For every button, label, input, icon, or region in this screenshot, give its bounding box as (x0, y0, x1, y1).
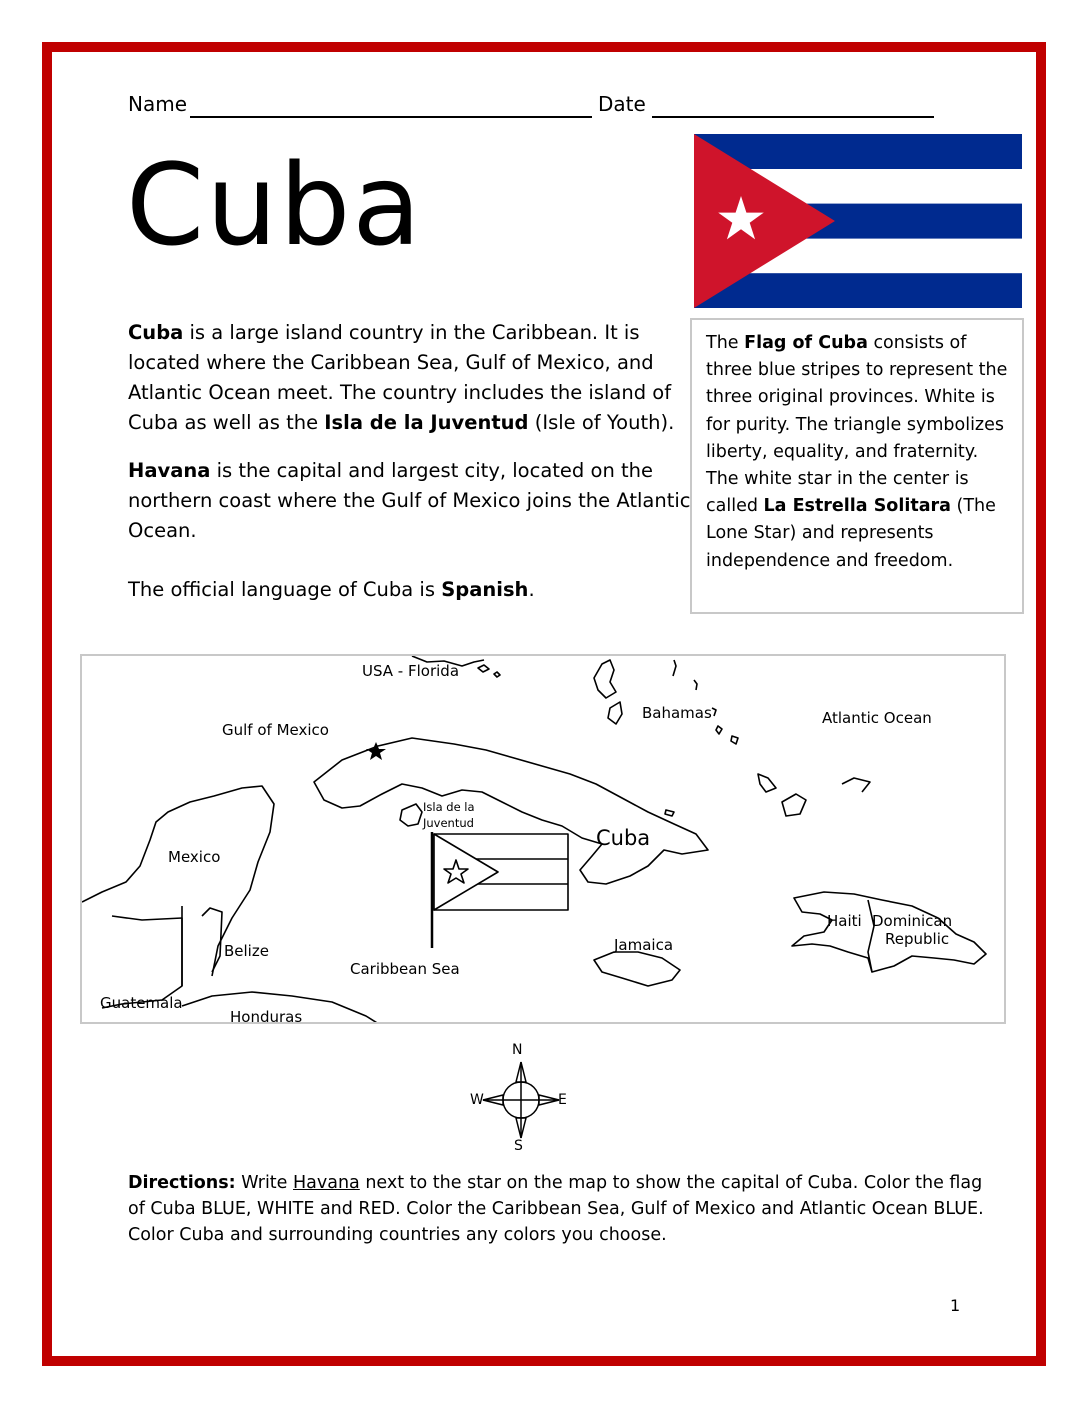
intro-text-2a: is the capital and largest city, located on the northern coast where the Gulf of Mexico joins the Atlantic Ocean. (128, 459, 691, 542)
havana-bold: Havana (128, 459, 211, 482)
intro-paragraph-3 (128, 575, 693, 605)
spanish-bold: Spanish (441, 578, 529, 601)
isla-bold: Isla de la Juventud (324, 411, 529, 434)
bahamas-island (673, 660, 676, 676)
flag-info-text-a: The (706, 333, 745, 353)
flag-of-cuba-bold: Flag of Cuba (744, 333, 868, 353)
intro-text-1a: is a large island country in the Caribbean. It is located where the Caribbean Sea, Gulf of Mexico, and Atlantic Ocean meet. The country includes the island of Cuba as well as the (128, 321, 672, 434)
map-label-usa: USA - Florida (362, 662, 460, 680)
intro-text-3b: . (528, 578, 535, 601)
intro-paragraph-2 (128, 456, 693, 546)
flag-stripe-1 (694, 134, 1022, 169)
cuba-island (314, 738, 708, 884)
bahamas-island (842, 778, 870, 792)
flag-info-box (690, 318, 1024, 614)
date-field[interactable] (652, 116, 934, 118)
name-label: Name (128, 92, 188, 116)
cuba-bold: Cuba (128, 321, 184, 344)
map-label-guatemala: Guatemala (100, 994, 183, 1012)
map-label-gulf: Gulf of Mexico (222, 721, 329, 739)
bahamas-island (608, 702, 622, 724)
map-label-honduras: Honduras (230, 1008, 303, 1024)
compass-rose (466, 1040, 576, 1160)
bahamas-island (758, 774, 776, 792)
bahamas-island (594, 660, 616, 698)
map-label-cuba: Cuba (596, 826, 651, 850)
map-label-bahamas: Bahamas (642, 704, 712, 722)
compass-w: W (470, 1092, 484, 1108)
intro-text-1b: (Isle of Youth). (528, 411, 675, 434)
bahamas-island (716, 726, 722, 734)
map-label-mexico: Mexico (168, 848, 221, 866)
belize-border (202, 908, 222, 972)
map-label-dominican-1: Dominican (872, 912, 953, 930)
page-title: Cuba (126, 141, 423, 271)
bahamas-island (694, 680, 697, 690)
compass-s: S (514, 1138, 523, 1154)
map-label-isla-1: Isla de la (423, 800, 475, 814)
directions-text (128, 1170, 988, 1248)
florida-islet (494, 672, 500, 677)
compass-n: N (512, 1042, 523, 1058)
map-label-caribbean: Caribbean Sea (350, 960, 460, 978)
map-label-dominican-2: Republic (885, 930, 950, 948)
map-label-jamaica: Jamaica (614, 936, 674, 954)
date-label: Date (598, 92, 646, 116)
lone-star-bold: La Estrella Solitara (763, 496, 951, 517)
cuba-flag (694, 134, 1022, 308)
isla-juventud-island (400, 804, 422, 826)
cuba-cay (665, 810, 674, 816)
flag-info-text-c: (The Lone Star) and represents independence and freedom. (706, 496, 996, 571)
jamaica-island (594, 952, 680, 986)
map-label-isla-2: Juventud (423, 816, 474, 830)
flag-stripe-3 (694, 273, 1022, 308)
bahamas-island (782, 794, 806, 816)
page-number: 1 (950, 1296, 961, 1315)
name-field[interactable] (190, 116, 592, 118)
intro-text-3a: The official language of Cuba is (128, 578, 442, 601)
directions-text-b: next to the star on the map to show the capital of Cuba. Color the flag of Cuba BLUE, WHITE and RED. Color the Caribbean Sea, Gulf of Mexico and Atlantic Ocean BLUE. Color Cuba and surrounding countries any colors you choose. (128, 1173, 984, 1245)
florida-islet (478, 665, 489, 672)
bahamas-island (712, 708, 716, 716)
map-label-haiti: Haiti (827, 912, 862, 930)
havana-underlined: Havana (293, 1173, 360, 1193)
map-label-atlantic: Atlantic Ocean (822, 709, 932, 727)
directions-text-a: Write (235, 1173, 293, 1193)
map-label-belize: Belize (224, 942, 269, 960)
flag-info-text-b: consists of three blue stripes to represent the three original provinces. White is for purity. The triangle symbolizes liberty, equality, and fraternity. The white star in the center is called (706, 333, 1008, 517)
intro-paragraph-1 (128, 318, 693, 438)
bahamas-island (731, 736, 738, 744)
compass-e: E (558, 1092, 567, 1108)
caribbean-map (80, 654, 1006, 1024)
map-flag-triangle (434, 834, 498, 910)
directions-label: Directions: (128, 1173, 236, 1193)
